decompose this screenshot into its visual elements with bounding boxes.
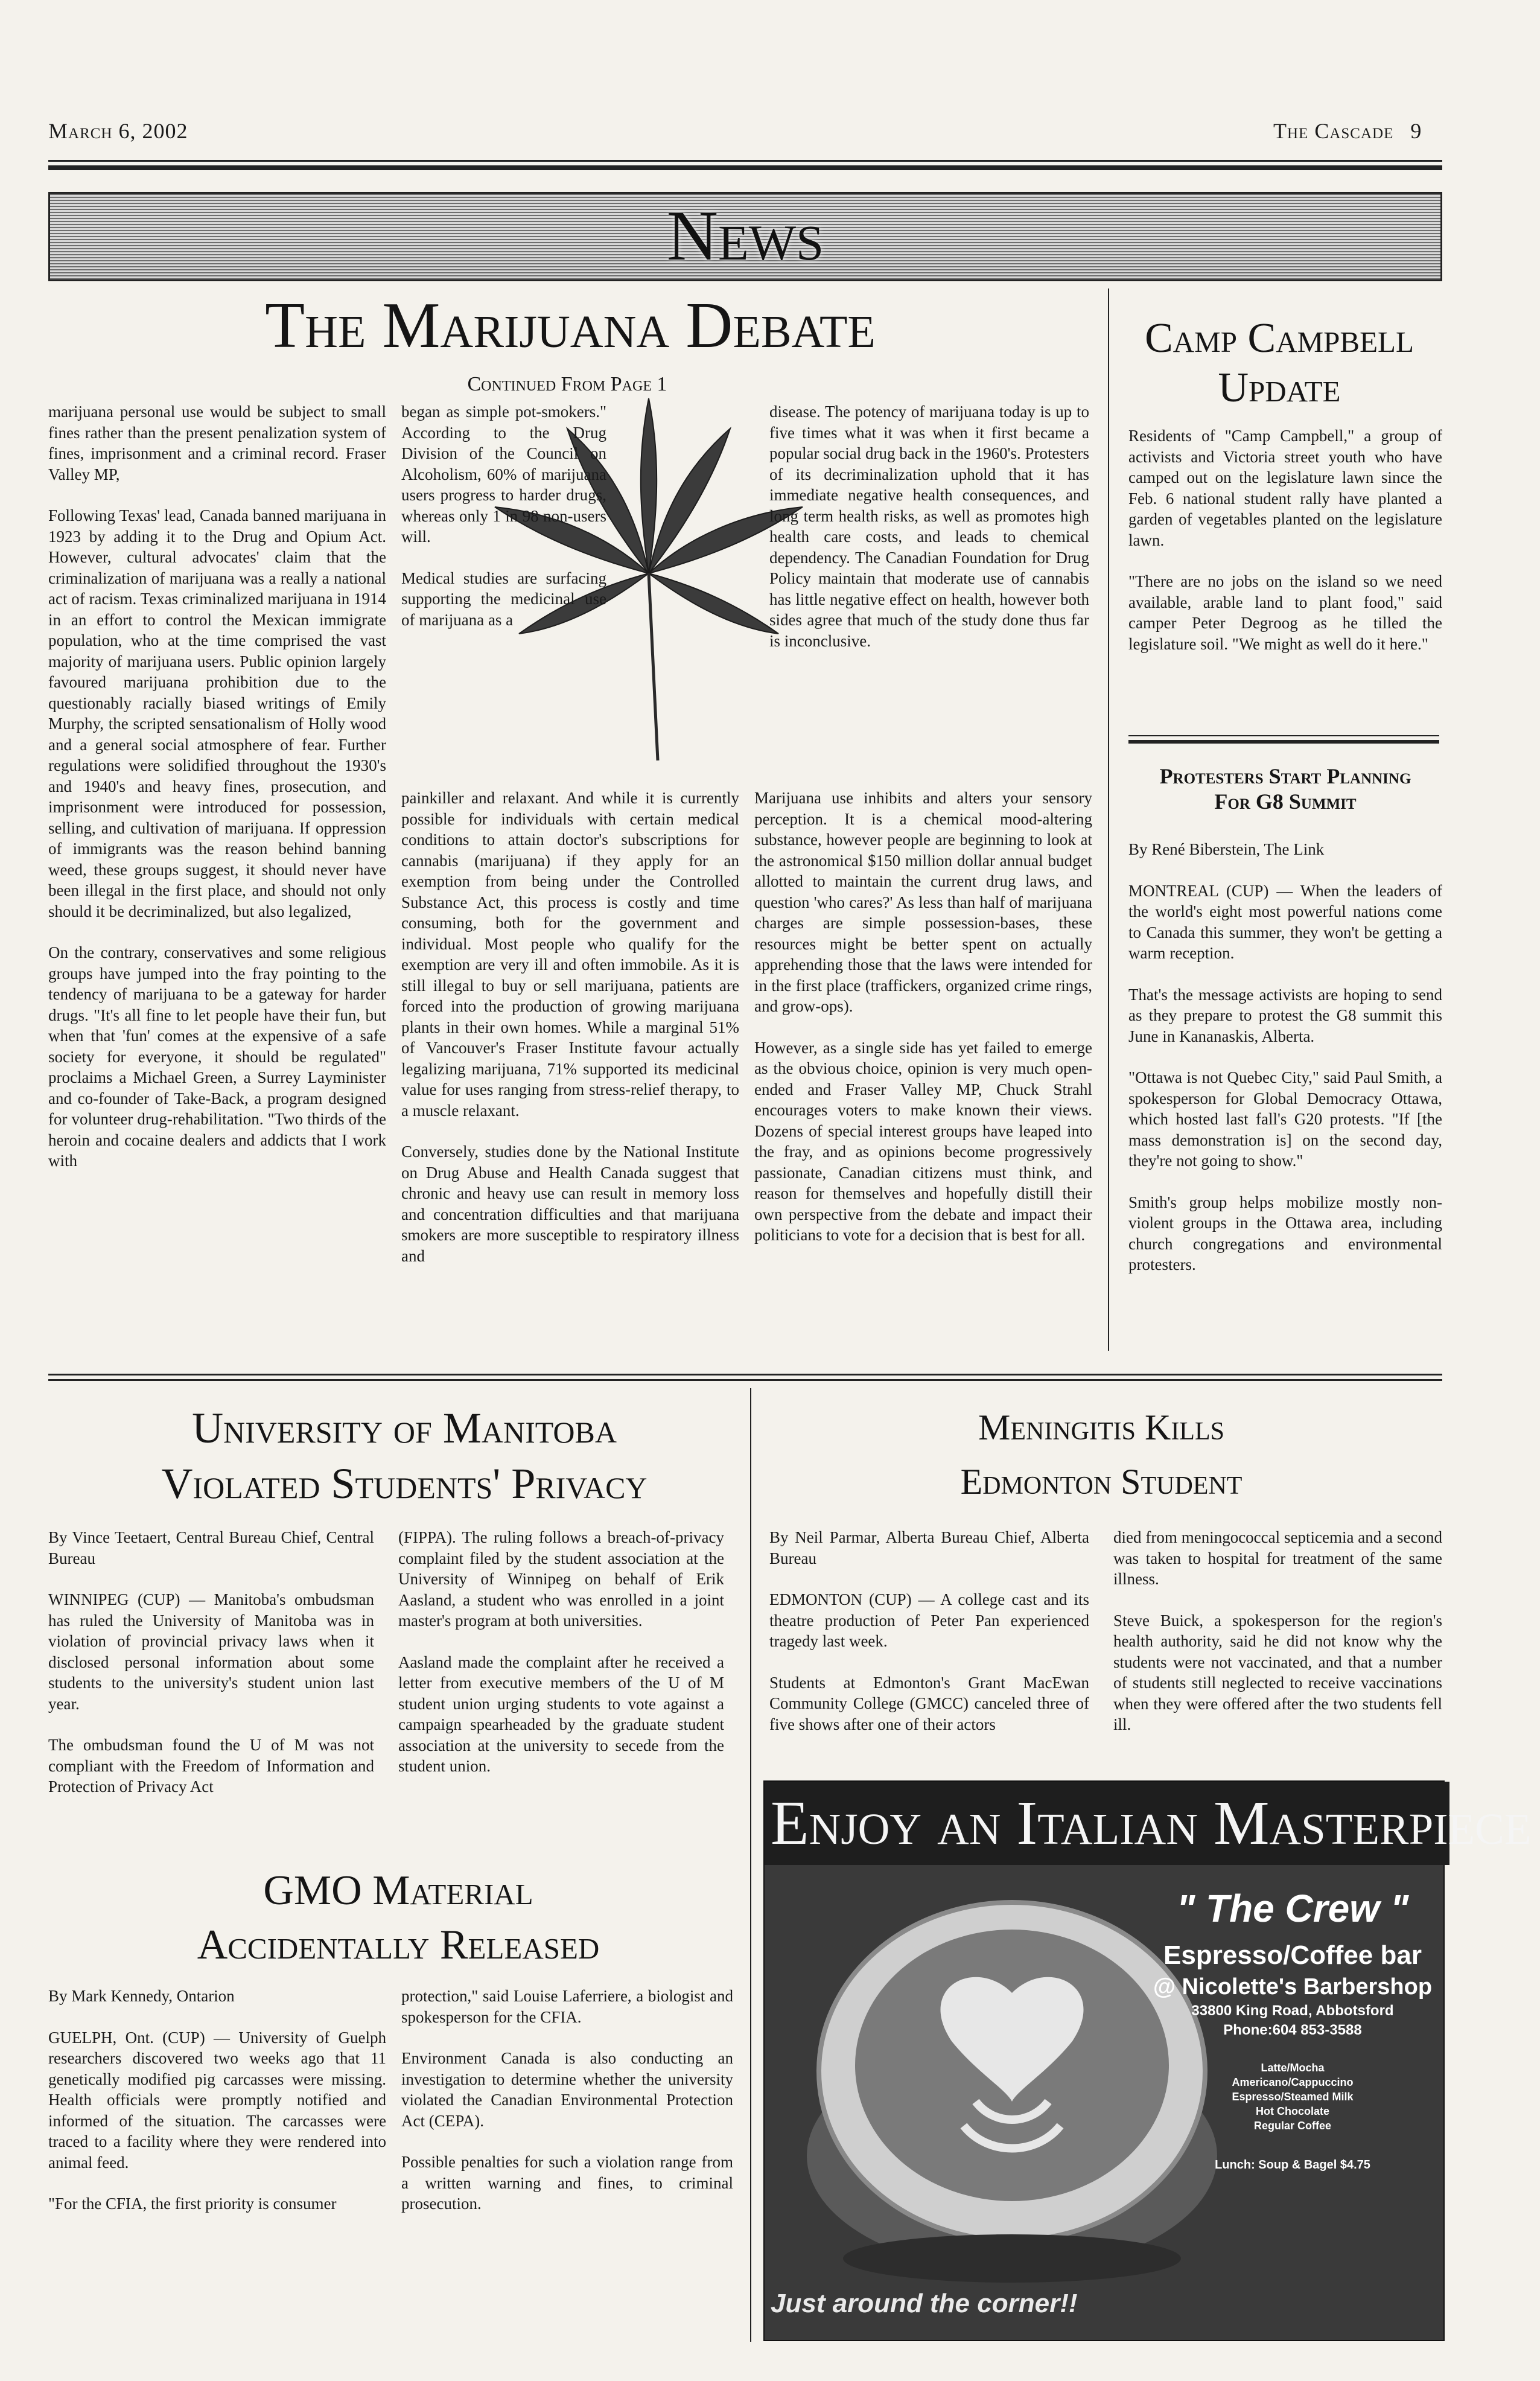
paragraph: protection," said Louise Laferriere, a biologist and spokesperson for the CFIA. [401, 1987, 733, 2026]
section-banner [48, 192, 1442, 281]
menu-item: Hot Chocolate [1255, 2105, 1329, 2117]
paragraph: Smith's group helps mobilize mostly non-violent groups in the Ottawa area, including church congregations and environmental protesters. [1128, 1193, 1442, 1273]
main-col-2b [401, 788, 739, 1287]
publication-name [1273, 118, 1422, 144]
headline-line: Update [1218, 365, 1341, 411]
paragraph: painkiller and relaxant. And while it is currently possible for individuals with certain medical conditions to attain doctor's subscriptions for cannabis (marijuana) if they apply for an exemption from being under the Controlled Substance Act, this process is costly and time consuming, both for the government and individual. Most people who qualify for the exemption are very ill and often immobile. As it is still illegal to buy or sell marijuana, patients are forced into the production of growing marijuana plants in their own homes. While a marginal 51% of Vancouver's Fraser Institute favour actually legalizing marijuana, 71% supported its medicinal value for uses ranging from stress-relief therapy, to a muscle relaxant. [401, 789, 739, 1120]
paragraph: Aasland made the complaint after he received a letter from executive members of the U of M student union urging students to vote against a campaign spearheaded by the graduate student association at the university to secede from the student union. [398, 1653, 724, 1775]
byline: By Mark Kennedy, Ontarion [48, 1987, 235, 2005]
paragraph: "Ottawa is not Quebec City," said Paul Smith, a spokesperson for Global Democracy Ottawa, which hosted last fall's G20 protests. "If [the mass demonstration is] on the second day, they're not going to show." [1128, 1068, 1442, 1170]
menu-item: Espresso/Steamed Milk [1232, 2091, 1354, 2103]
paragraph: EDMONTON (CUP) — A college cast and its theatre production of Peter Pan experienced tragedy last week. [769, 1590, 1089, 1650]
headline-line: University of Manitoba [192, 1404, 617, 1452]
headline-line: Violated Students' Privacy [161, 1459, 648, 1508]
meningitis-col-1 [769, 1527, 1089, 1755]
headline-line: Camp Campbell [1145, 315, 1414, 362]
column-divider [1108, 288, 1109, 1351]
ad-crew: " The Crew " [1176, 1887, 1409, 1930]
byline: By René Biberstein, The Link [1128, 840, 1325, 858]
ad-phone: Phone:604 853-3588 [1223, 2022, 1362, 2038]
ad-headline: Enjoy an Italian Masterpiece [765, 1782, 1449, 1865]
paragraph: died from meningococcal septicemia and a second was taken to hospital for treatment of the same illness. [1113, 1528, 1442, 1588]
publication-title: The Cascade [1273, 119, 1394, 143]
byline: By Vince Teetaert, Central Bureau Chief, Central Bureau [48, 1528, 374, 1567]
headline-line: Accidentally Released [197, 1922, 600, 1968]
ad-location: @ Nicolette's Barbershop [1153, 1974, 1433, 2000]
bottom-divider [750, 1388, 751, 2342]
headline-line: For G8 Summit [1214, 789, 1357, 814]
header-rule-top [48, 160, 1442, 162]
menu-item: Americano/Cappuccino [1232, 2076, 1354, 2088]
paragraph: MONTREAL (CUP) — When the leaders of the world's eight most powerful nations come to Canada this summer, they won't be getting a warm reception. [1128, 881, 1442, 962]
paragraph: Following Texas' lead, Canada banned marijuana in 1923 by adding it to the Drug and Opium Act. However, cultural advocates' claim that the criminalization of marijuana was a really a national act of racism. Texas criminalized marijuana in 1914 in an effort to control the Mexican immigrate population, who at the time comprised the vast majority of marijuana users. Public opinion largely favoured marijuana prohibition due to the questionably racially biased writings of Emily Murphy, the scripted sensationalism of Holly wood and a general social atmosphere of fear. Further regulations were solidified throughout the 1930's and 1940's and heavy fines, prosecution, and imprisonment were introduced for possession, selling, and cultivation of marijuana. If oppression of immigrants was the reason behind banning weed, these groups suggest, it should never have been illegal in the first place, and should not only should it be decriminalized, but also legalized, [48, 506, 386, 920]
section-title: News [666, 196, 824, 275]
paragraph: disease. The potency of marijuana today is up to five times what it was when it first became a popular social drug back in the 1960's. Protesters of its decriminalization uphold that it has immediate negative health consequences, and long term health risks, as well as promotes high health care costs, and leads to chemical dependency. The Canadian Foundation for Drug Policy maintain that moderate use of cannabis has little negative effect on health, however both sides agree that much of the study done thus far is inconclusive. [769, 403, 1089, 650]
sidebar-rule [1128, 735, 1439, 736]
paragraph: Medical studies are surfacing supporting the medicinal use of marijuana as a [401, 569, 606, 629]
paragraph: WINNIPEG (CUP) — Manitoba's ombudsman has ruled the University of Manitoba was in violation of provincial privacy laws when it disclosed personal information about some students to the university's student union last year. [48, 1590, 374, 1713]
meningitis-headline [760, 1400, 1442, 1509]
paragraph: Steve Buick, a spokesperson for the region's health authority, said he did not know why the students were not vaccinated, and that a number of students still neglected to receive vaccinations when they were offered after the two students fell ill. [1113, 1611, 1442, 1733]
page-date: March 6, 2002 [48, 119, 188, 143]
headline-line: Meningitis Kills [978, 1407, 1224, 1447]
camp-campbell-headline [1113, 314, 1445, 413]
g8-headline [1122, 763, 1448, 814]
paragraph: "There are no jobs on the island so we need available, arable land to plant food," said camper Peter Degroog as he tilled the legislature soil. "We might as well do it here." [1128, 572, 1442, 653]
paragraph: GUELPH, Ont. (CUP) — University of Guelph researchers discovered two weeks ago that 11 genetically modified pig carcasses were missing. Health officials were promptly notified and informed of the situation. The carcasses were traced to a facility where they were rendered into animal feed. [48, 2028, 386, 2172]
ad-tagline: Just around the corner!! [771, 2289, 1078, 2318]
main-col-1 [48, 401, 386, 1192]
page-number: 9 [1410, 119, 1422, 143]
camp-campbell-body [1128, 426, 1442, 675]
ad-espresso: Espresso/Coffee bar [1163, 1940, 1422, 1970]
headline-line: Protesters Start Planning [1159, 764, 1411, 788]
header-rule-bottom [48, 165, 1442, 170]
sidebar-rule [1128, 740, 1439, 744]
paragraph: Students at Edmonton's Grant MacEwan Community College (GMCC) canceled three of five shows after one of their actors [769, 1673, 1089, 1733]
main-col-2a [401, 401, 606, 651]
continued-note: Continued From Page 1 [467, 373, 667, 395]
main-col-3b [754, 788, 1092, 1266]
paragraph: Possible penalties for such a violation range from a written warning and fines, to criminal prosecution. [401, 2153, 733, 2213]
paragraph: Environment Canada is also conducting an investigation to determine whether the university violated the Canadian Environmental Protection Act (CEPA). [401, 2049, 733, 2130]
gmo-col-2 [401, 1986, 733, 2235]
paragraph: Residents of "Camp Campbell," a group of activists and Victoria street youth who have camped out on the legislature lawn since the Feb. 6 national student rally have planted a garden of vegetables planted on the legislature lawn. [1128, 427, 1442, 549]
headline-line: Edmonton Student [960, 1462, 1242, 1502]
paragraph: The ombudsman found the U of M was not compliant with the Freedom of Information and Protection of Privacy Act [48, 1736, 374, 1796]
mid-rule-bottom [48, 1379, 1442, 1381]
paragraph: On the contrary, conservatives and some religious groups have jumped into the fray pointing to the tendency of marijuana to be a gateway for harder drugs. "It's all fine to let people have their fun, but when that 'fun' comes at the expensive of a safe society for everyone, it should be regulated" proclaims a Michael Green, a Surrey Layminister and co-founder of Take-Back, a program designed for volunteer drug-rehabilitation. "Two thirds of the heroin and cocaine dealers and addicts that I work with [48, 943, 386, 1170]
ad-lunch: Lunch: Soup & Bagel $4.75 [1215, 2158, 1370, 2172]
gmo-headline [48, 1864, 748, 1972]
main-col-3a [769, 401, 1089, 672]
headline-line: GMO Material [263, 1867, 533, 1914]
mid-rule-top [48, 1374, 1442, 1375]
g8-body [1128, 839, 1442, 1296]
main-headline: The Marijuana Debate [265, 290, 876, 362]
paragraph: Marijuana use inhibits and alters your sensory perception. It is a chemical mood-altering substance, however people are beginning to look at the astronomical $150 million dollar annual budget allotted to maintain the current drug laws, and question 'who cares?' As less than half of marijuana charges are simple possession-bases, these resources might be better spent on actually apprehending those that the laws were intended for in the first place (traffickers, organized crime rings, and grow-ops). [754, 789, 1092, 1015]
paragraph: (FIPPA). The ruling follows a breach-of-privacy complaint filed by the student association at the University of Winnipeg on behalf of Erik Aasland, a student who was enrolled in a joint master's program at both universities. [398, 1528, 724, 1630]
paragraph: Conversely, studies done by the National Institute on Drug Abuse and Health Canada suggest that chronic and heavy use can result in memory loss and concentration difficulties and that marijuana smokers are more susceptible to respiratory illness and [401, 1143, 739, 1265]
ad-address: 33800 King Road, Abbotsford [1191, 2003, 1394, 2019]
paragraph: marijuana personal use would be subject to small fines rather than the present penalization system of fines, imprisonment and a criminal record. Fraser Valley MP, [48, 403, 386, 483]
meningitis-col-2 [1113, 1527, 1442, 1756]
paragraph: "For the CFIA, the first priority is consumer [48, 2195, 337, 2213]
paragraph: However, as a single side has yet failed to emerge as the obvious choice, opinion is very much open-ended and Fraser Valley MP, Chuck Strahl encourages voters to make known their views. Dozens of special interest groups have leaped into the fray, and as opinions become progressively passionate, Canadian citizens must think, and reason for themselves and hopefully distill their own perspective from the debate and impact their politicians to vote for a decision that is best for all. [754, 1038, 1092, 1244]
paragraph: That's the message activists are hoping to send as they prepare to protest the G8 summit this June in Kananaskis, Alberta. [1128, 985, 1442, 1045]
coffee-advertisement[interactable] [763, 1780, 1532, 2341]
byline: By Neil Parmar, Alberta Bureau Chief, Alberta Bureau [769, 1528, 1089, 1567]
menu-item: Latte/Mocha [1261, 2062, 1325, 2074]
paragraph: began as simple pot-smokers." According to the Drug Division of the Council on Alcoholism, 60% of marijuana users progress to harder drugs, whereas only 1 in 98 non-users will. [401, 403, 606, 546]
ad-menu [1151, 2061, 1434, 2133]
manitoba-col-1 [48, 1527, 374, 1818]
manitoba-col-2 [398, 1527, 724, 1797]
manitoba-headline [48, 1400, 760, 1511]
menu-item: Regular Coffee [1253, 2120, 1332, 2132]
gmo-col-1 [48, 1986, 386, 2235]
